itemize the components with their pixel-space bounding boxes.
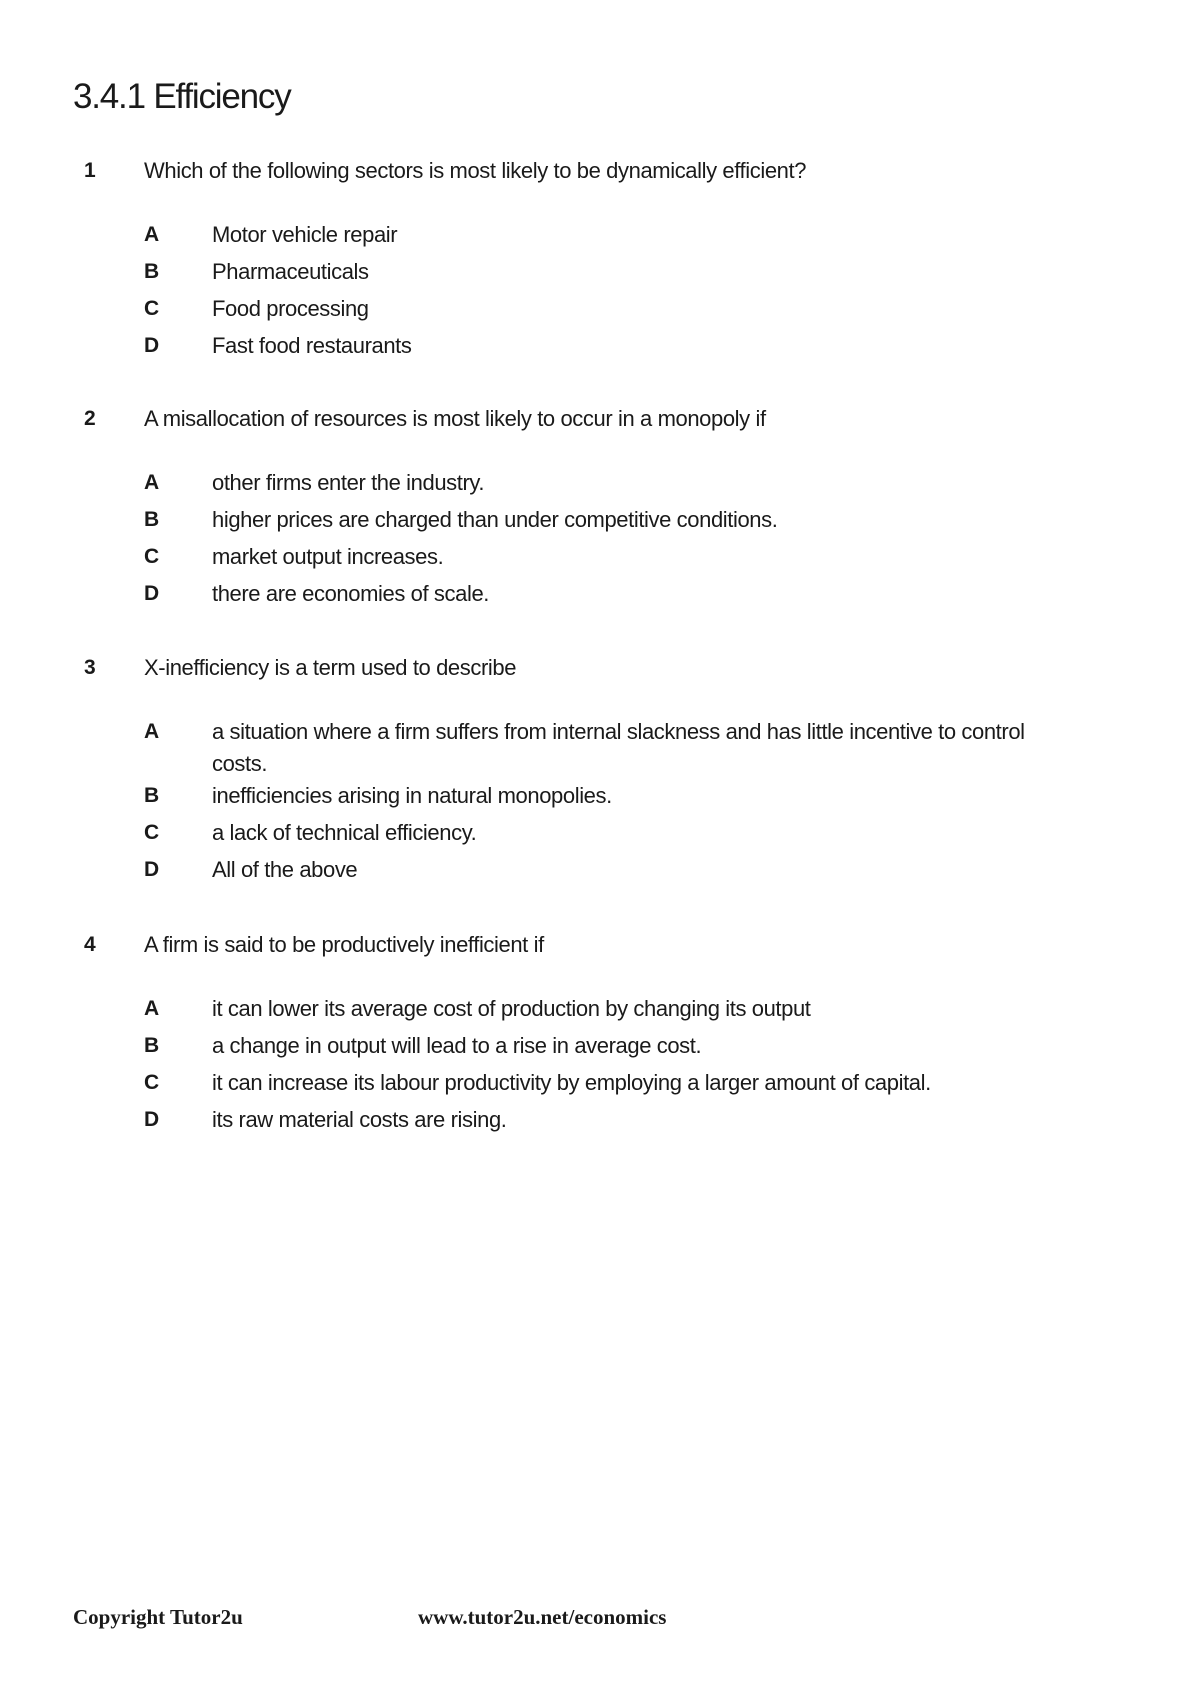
option-text: Pharmaceuticals: [212, 259, 369, 284]
option-letter: B: [144, 260, 160, 283]
option-text: Fast food restaurants: [212, 333, 412, 358]
option-letter: B: [144, 784, 160, 807]
question-text: A firm is said to be productively inefficient if: [144, 932, 544, 957]
option-letter: D: [144, 582, 160, 605]
option-text: there are economies of scale.: [212, 581, 489, 606]
option-c: [0, 817, 1200, 854]
option-c: [0, 1067, 1200, 1104]
question-text: X-inefficiency is a term used to describe: [144, 655, 517, 680]
answer-options: [0, 467, 1200, 615]
option-d: [0, 854, 1200, 891]
footer-copyright: Copyright Tutor2u: [73, 1605, 243, 1629]
option-d: [0, 330, 1200, 367]
option-letter: C: [144, 297, 160, 320]
option-text: a lack of technical efficiency.: [212, 820, 477, 845]
option-text: All of the above: [212, 857, 358, 882]
question-number: 1: [84, 159, 96, 182]
option-b: [0, 780, 1200, 817]
option-c: [0, 293, 1200, 330]
option-text: inefficiencies arising in natural monopolies.: [212, 783, 612, 808]
footer-website: www.tutor2u.net/economics: [418, 1605, 667, 1629]
option-text: a change in output will lead to a rise in average cost.: [212, 1033, 702, 1058]
option-letter: A: [144, 720, 160, 743]
question-number: 3: [84, 656, 96, 679]
option-letter: B: [144, 1034, 160, 1057]
option-letter: B: [144, 508, 160, 531]
option-letter: A: [144, 471, 160, 494]
answer-options: [0, 219, 1200, 367]
option-a: [0, 993, 1200, 1030]
option-text: market output increases.: [212, 544, 444, 569]
option-text: higher prices are charged than under competitive conditions.: [212, 507, 778, 532]
option-b: [0, 1030, 1200, 1067]
option-text: other firms enter the industry.: [212, 470, 485, 495]
option-letter: D: [144, 1108, 160, 1131]
option-text: it can increase its labour productivity by employing a larger amount of capital.: [212, 1070, 931, 1095]
option-text: Motor vehicle repair: [212, 222, 398, 247]
option-text: its raw material costs are rising.: [212, 1107, 507, 1132]
option-text: it can lower its average cost of production by changing its output: [212, 996, 811, 1021]
page-title: 3.4.1 Efficiency: [73, 77, 291, 116]
option-a: [0, 219, 1200, 256]
option-d: [0, 578, 1200, 615]
option-letter: C: [144, 545, 160, 568]
option-b: [0, 504, 1200, 541]
option-a: [0, 467, 1200, 504]
question-text: A misallocation of resources is most likely to occur in a monopoly if: [144, 406, 766, 431]
option-b: [0, 256, 1200, 293]
option-d: [0, 1104, 1200, 1141]
option-letter: D: [144, 334, 160, 357]
answer-options: [0, 716, 1200, 891]
option-text: Food processing: [212, 296, 369, 321]
answer-options: [0, 993, 1200, 1141]
option-c: [0, 541, 1200, 578]
option-letter: C: [144, 1071, 160, 1094]
option-text: a situation where a firm suffers from internal slackness and has little incentive to control costs.: [212, 719, 1025, 776]
question-number: 4: [84, 933, 96, 956]
option-a: [0, 716, 1200, 780]
option-letter: C: [144, 821, 160, 844]
question-text: Which of the following sectors is most likely to be dynamically efficient?: [144, 158, 807, 183]
option-letter: A: [144, 997, 160, 1020]
question-number: 2: [84, 407, 96, 430]
option-letter: D: [144, 858, 160, 881]
option-letter: A: [144, 223, 160, 246]
